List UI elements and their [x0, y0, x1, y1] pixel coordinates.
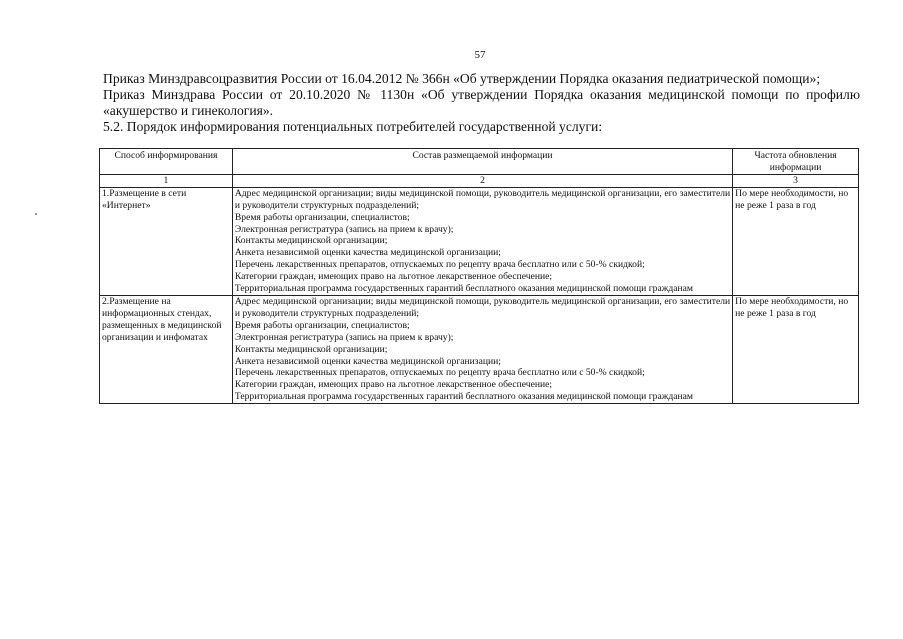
intro-line-2: Приказ Минздрава России от 20.10.2020 № 1130н «Об утверждении Порядка оказания медицинской помощи по профилю «акушерство и гинекология».: [103, 87, 860, 118]
frequency-cell: По мере необходимости, но не реже 1 раза в год: [733, 187, 859, 295]
content-line: Время работы организации, специалистов;: [234, 319, 410, 331]
column-number-1: 1: [100, 174, 233, 187]
content-cell: [232, 187, 732, 295]
content-line: Анкета независимой оценки качества медицинской организации;: [234, 247, 501, 259]
content-line: Перечень лекарственных препаратов, отпускаемых по рецепту врача бесплатно или с 50-% скидкой;: [234, 367, 645, 379]
content-line: Электронная регистратура (запись на прием к врачу);: [234, 331, 454, 343]
content-cell: [232, 295, 732, 403]
header-method: Способ информирования: [100, 149, 233, 175]
header-frequency: Частота обновления информации: [733, 149, 859, 175]
frequency-cell: По мере необходимости, но не реже 1 раза в год: [733, 295, 859, 403]
table-header-row: [100, 149, 859, 175]
content-line: Территориальная программа государственных гарантий бесплатного оказания медицинской помощи гражданам: [234, 283, 693, 295]
content-line: Адрес медицинской организации; виды медицинской помощи, руководитель медицинской организации, его заместители и руководители структурных подразделений;: [234, 295, 731, 319]
content-line: Контакты медицинской организации;: [234, 343, 388, 355]
content-line: Анкета независимой оценки качества медицинской организации;: [234, 355, 501, 367]
intro-line-3: 5.2. Порядок информирования потенциальных потребителей государственной услуги:: [103, 119, 603, 134]
intro-text: [103, 71, 860, 135]
content-line: Территориальная программа государственных гарантий бесплатного оказания медицинской помощи гражданам: [234, 391, 693, 403]
content-line: Категории граждан, имеющих право на льготное лекарственное обеспечение;: [234, 271, 553, 283]
content-line: Электронная регистратура (запись на прием к врачу);: [234, 223, 454, 235]
information-table: [99, 148, 859, 404]
content-line: Время работы организации, специалистов;: [234, 211, 410, 223]
content-line: Перечень лекарственных препаратов, отпускаемых по рецепту врача бесплатно или с 50-% скидкой;: [234, 259, 645, 271]
table-row: [100, 295, 859, 403]
method-cell: 2.Размещение на информационных стендах, размещенных в медицинской организации и инфоматах: [100, 295, 233, 403]
column-number-2: 2: [232, 174, 732, 187]
column-number-row: [100, 174, 859, 187]
content-line: Категории граждан, имеющих право на льготное лекарственное обеспечение;: [234, 379, 553, 391]
intro-line-1: Приказ Минздравсоцразвития России от 16.04.2012 № 366н «Об утверждении Порядка оказания педиатрической помощи»;: [103, 71, 821, 86]
content-line: Адрес медицинской организации; виды медицинской помощи, руководитель медицинской организации, его заместители и руководители структурных подразделений;: [234, 187, 731, 211]
column-number-3: 3: [733, 174, 859, 187]
page-number: 57: [474, 49, 486, 61]
scan-artifact: [35, 213, 37, 215]
method-cell: 1.Размещение в сети «Интернет»: [100, 187, 233, 295]
content-line: Контакты медицинской организации;: [234, 235, 388, 247]
header-content: Состав размещаемой информации: [232, 149, 732, 175]
table-row: [100, 187, 859, 295]
